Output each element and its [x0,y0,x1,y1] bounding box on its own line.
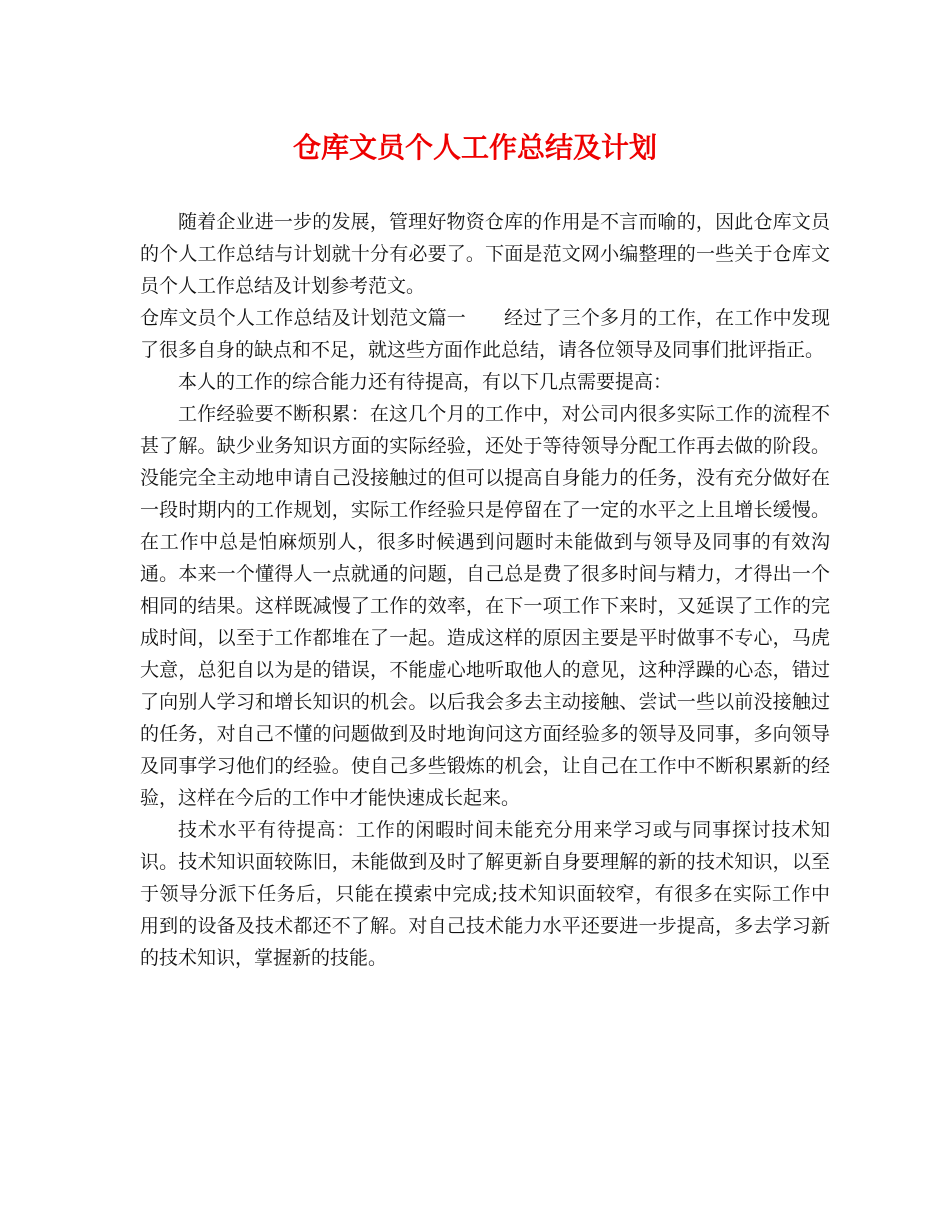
intro-paragraph: 随着企业进一步的发展，管理好物资仓库的作用是不言而喻的，因此仓库文员的个人工作总结与计划就十分有必要了。下面是范文网小编整理的一些关于仓库文员个人工作总结及计划参考范文。 [140,211,830,297]
experience-paragraph: 工作经验要不断积累：在这几个月的工作中，对公司内很多实际工作的流程不甚了解。缺少业务知识方面的实际经验，还处于等待领导分配工作再去做的阶段。没能完全主动地申请自己没接触过的但可以提高自身能力的任务，没有充分做好在一段时期内的工作规划，实际工作经验只是停留在了一定的水平之上且增长缓慢。在工作中总是怕麻烦别人，很多时候遇到问题时未能做到与领导及同事的有效沟通。本来一个懂得人一点就通的问题，自己总是费了很多时间与精力，才得出一个相同的结果。这样既减慢了工作的效率，在下一项工作下来时，又延误了工作的完成时间，以至于工作都堆在了一起。造成这样的原因主要是平时做事不专心，马虎大意，总犯自以为是的错误，不能虚心地听取他人的意见，这种浮躁的心态，错过了向别人学习和增长知识的机会。以后我会多去主动接触、尝试一些以前没接触过的任务，对自己不懂的问题做到及时地询问这方面经验多的领导及同事，多向领导及同事学习他们的经验。使自己多些锻炼的机会，让自己在工作中不断积累新的经验，这样在今后的工作中才能快速成长起来。 [140,403,830,809]
document-body [140,206,830,974]
section-1-heading: 仓库文员个人工作总结及计划范文篇一 [140,307,466,329]
document-title: 仓库文员个人工作总结及计划 [292,131,657,164]
section-1-text: 经过了三个多月的工作，在工作中发现了很多自身的缺点和不足，就这些方面作此总结，请各位领导及同事们批评指正。 [140,307,830,361]
technical-paragraph: 技术水平有待提高：工作的闲暇时间未能充分用来学习或与同事探讨技术知识。技术知识面较陈旧，未能做到及时了解更新自身要理解的新的技术知识，以至于领导分派下任务后，只能在摸索中完成;技术知识面较窄，有很多在实际工作中用到的设备及技术都还不了解。对自己技术能力水平还要进一步提高，多去学习新的技术知识，掌握新的技能。 [140,819,830,969]
section-1-spacer [466,307,504,329]
ability-paragraph: 本人的工作的综合能力还有待提高，有以下几点需要提高： [178,371,673,393]
section-1-paragraph [140,302,830,366]
